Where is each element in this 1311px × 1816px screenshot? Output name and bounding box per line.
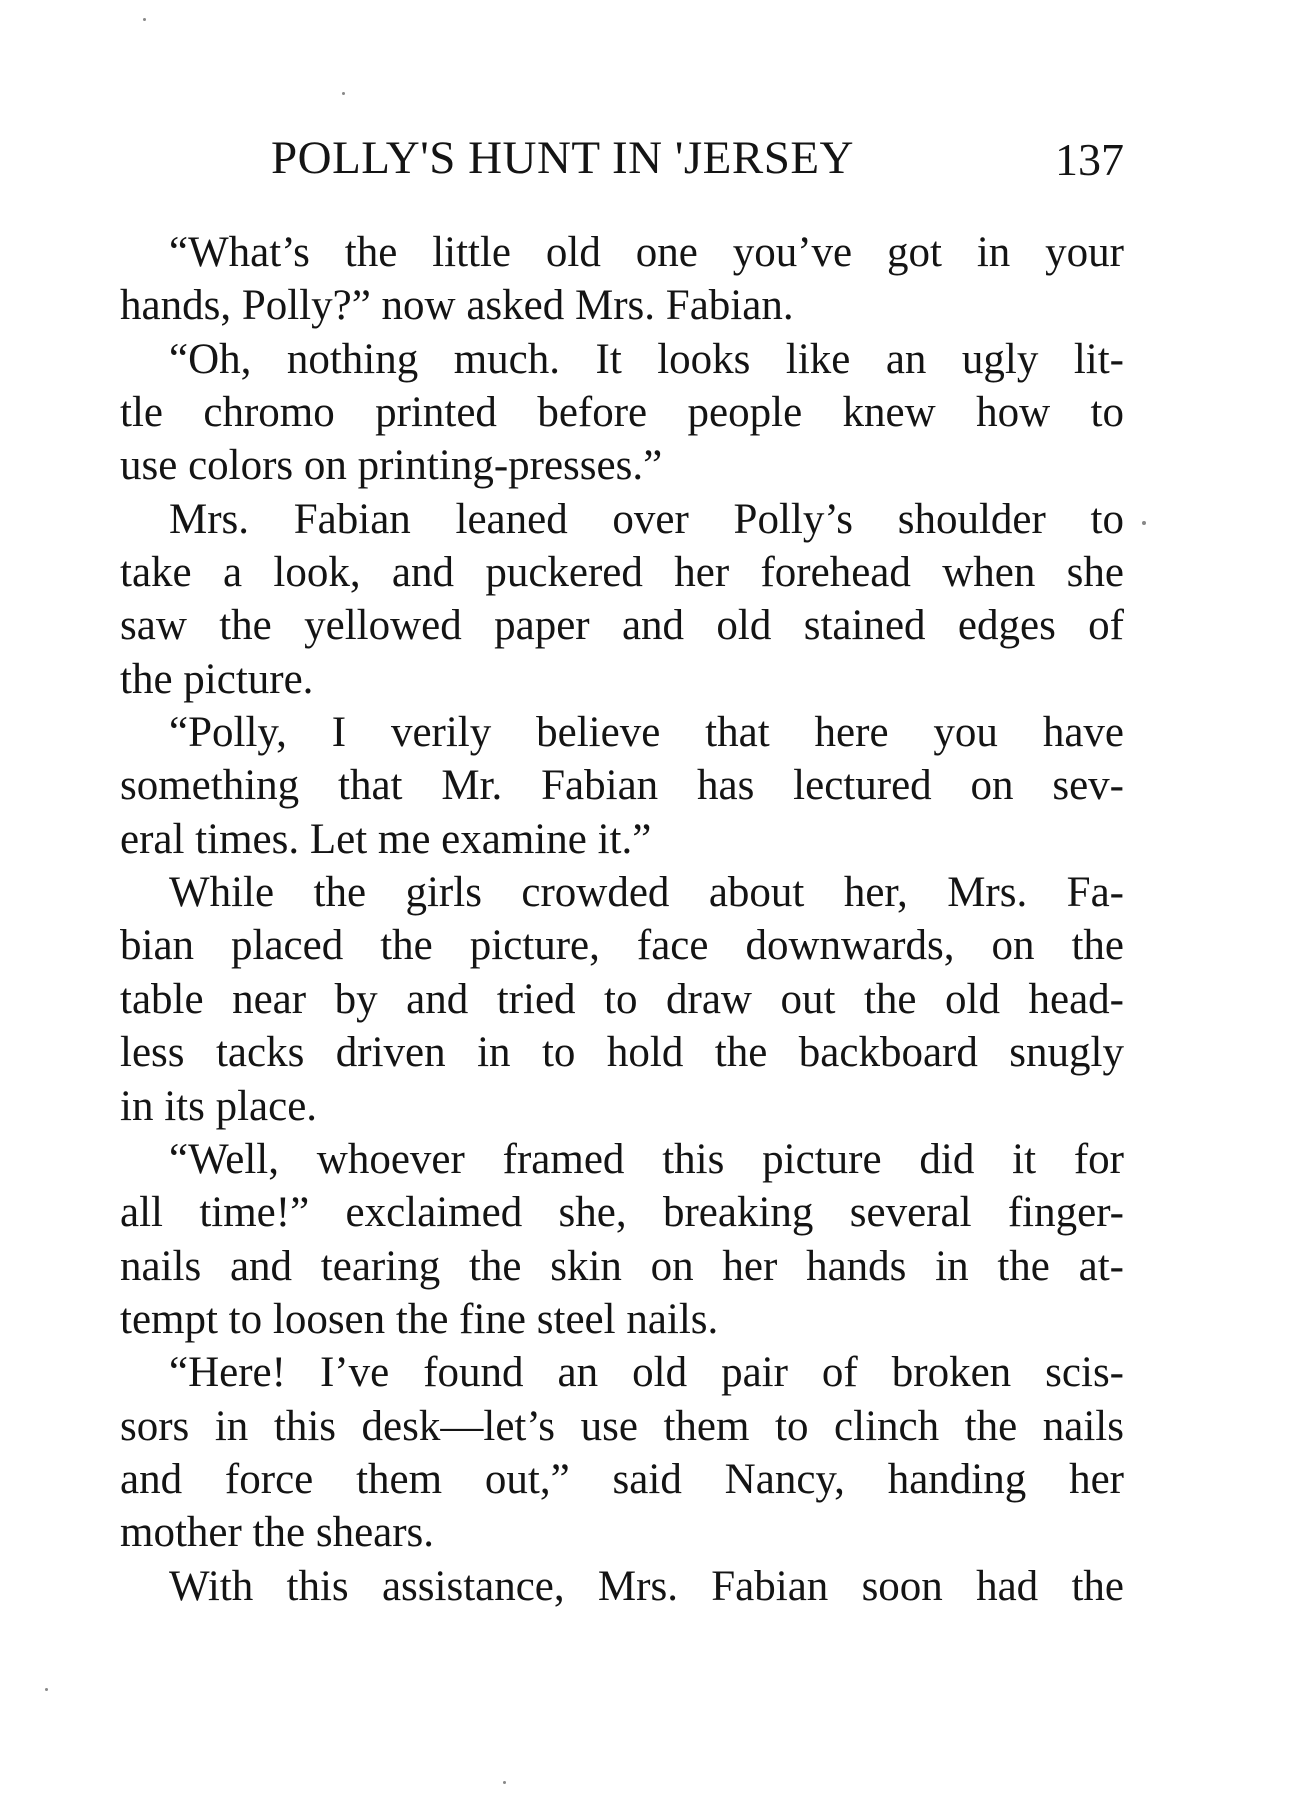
text-line: “Polly, I verily believe that here you have [169, 709, 1124, 757]
page-number: 137 [1055, 134, 1124, 185]
print-speck [143, 18, 146, 21]
print-speck [1142, 521, 1146, 525]
text-line: “Oh, nothing much. It looks like an ugly lit- [169, 335, 1124, 383]
page-header [120, 128, 1124, 188]
text-line: something that Mr. Fabian has lectured on sev- [120, 762, 1124, 810]
text-line: bian placed the picture, face downwards, on the [120, 922, 1124, 970]
text-line: Mrs. Fabian leaned over Polly’s shoulder to [169, 495, 1124, 543]
text-line: table near by and tried to draw out the old head- [120, 975, 1124, 1023]
text-line: While the girls crowded about her, Mrs. Fa- [169, 869, 1124, 917]
text-line: tempt to loosen the fine steel nails. [120, 1295, 719, 1343]
text-line: saw the yellowed paper and old stained edges of [120, 602, 1124, 650]
text-line: nails and tearing the skin on her hands in the at- [120, 1242, 1124, 1290]
print-speck [503, 1781, 506, 1784]
text-line: all time!” exclaimed she, breaking several finger- [120, 1189, 1124, 1237]
text-line: mother the shears. [120, 1509, 435, 1557]
text-line: eral times. Let me examine it.” [120, 815, 652, 863]
text-line: in its place. [120, 1082, 318, 1130]
running-title: POLLY'S HUNT IN 'JERSEY [271, 132, 854, 184]
text-line: “Here! I’ve found an old pair of broken scis- [169, 1349, 1124, 1397]
print-speck [342, 92, 345, 95]
text-line: use colors on printing-presses.” [120, 442, 663, 490]
text-line: tle chromo printed before people knew how to [120, 389, 1124, 437]
text-line: With this assistance, Mrs. Fabian soon had the [169, 1562, 1124, 1610]
text-line: “What’s the little old one you’ve got in your [169, 229, 1124, 276]
print-speck [45, 1688, 48, 1691]
text-line: sors in this desk—let’s use them to clinch the nails [120, 1402, 1124, 1450]
text-line: take a look, and puckered her forehead when she [120, 549, 1124, 597]
text-line: less tacks driven in to hold the backboard snugly [120, 1029, 1124, 1077]
text-line: “Well, whoever framed this picture did it for [169, 1135, 1124, 1183]
text-line: hands, Polly?” now asked Mrs. Fabian. [120, 282, 794, 330]
text-line: and force them out,” said Nancy, handing her [120, 1455, 1124, 1503]
body-text [120, 226, 1124, 1613]
text-line: the picture. [120, 655, 314, 703]
